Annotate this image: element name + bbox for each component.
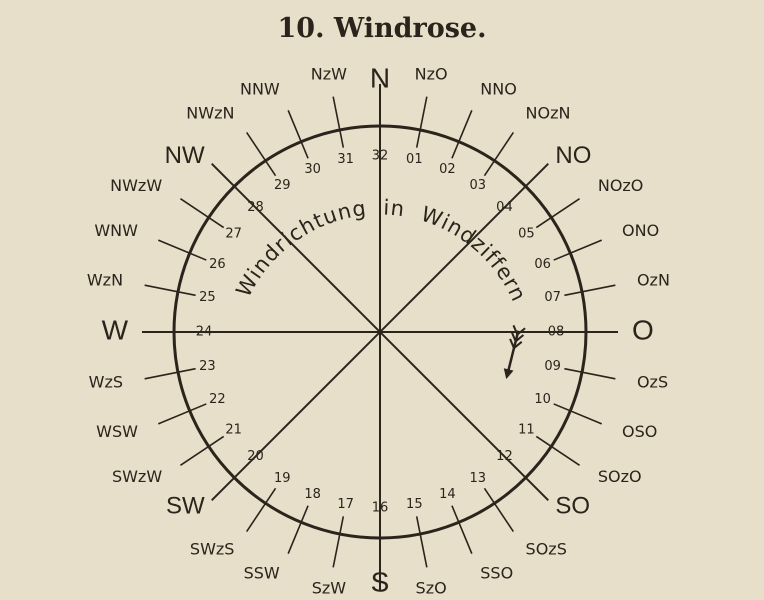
- direction-label-ssw: SSW: [243, 563, 280, 583]
- wind-number-31: 31: [337, 151, 354, 167]
- direction-label-sw: SW: [165, 492, 205, 520]
- wind-number-05: 05: [518, 226, 535, 242]
- leader-line-ono: [554, 240, 602, 260]
- wind-number-15: 15: [406, 497, 423, 513]
- direction-label-sozs: SOzS: [525, 539, 567, 559]
- direction-label-wsw: WSW: [96, 421, 138, 441]
- leader-line-wzs: [145, 369, 196, 379]
- direction-label-nzo: NzO: [414, 64, 448, 84]
- direction-label-swzw: SWzW: [111, 467, 163, 487]
- direction-label-oso: OSO: [622, 421, 658, 441]
- wind-number-30: 30: [304, 161, 321, 177]
- direction-label-sso: SSO: [480, 563, 514, 583]
- direction-label-wzs: WzS: [88, 372, 124, 392]
- wind-number-25: 25: [199, 290, 216, 306]
- leader-line-nwzw: [180, 199, 223, 228]
- direction-label-nno: NNO: [480, 79, 517, 99]
- leader-line-sozs: [484, 488, 513, 531]
- direction-label-n: N: [369, 62, 391, 94]
- wind-number-13: 13: [469, 470, 487, 486]
- wind-number-20: 20: [247, 448, 264, 464]
- arc-word-windziffern: Windziffern: [417, 201, 532, 306]
- leader-line-szw: [333, 516, 343, 567]
- wind-number-27: 27: [225, 226, 242, 242]
- direction-label-o: O: [632, 314, 654, 346]
- wind-number-04: 04: [496, 200, 513, 216]
- wind-number-22: 22: [209, 391, 226, 407]
- leader-line-sozo: [536, 436, 579, 465]
- wind-number-18: 18: [304, 487, 321, 503]
- wind-number-07: 07: [544, 290, 561, 306]
- leader-line-ssw: [288, 506, 308, 554]
- direction-label-ono: ONO: [622, 221, 660, 241]
- leader-line-swzs: [247, 488, 276, 531]
- leader-line-nzo: [417, 97, 427, 148]
- leader-line-nzw: [333, 97, 343, 148]
- wind-number-16: 16: [371, 500, 389, 516]
- direction-label-swzs: SWzS: [189, 539, 235, 559]
- direction-label-nwzw: NWzW: [110, 175, 163, 195]
- wind-number-28: 28: [247, 200, 264, 216]
- wind-number-01: 01: [406, 151, 423, 167]
- arc-word-in: in: [382, 195, 407, 222]
- direction-label-nwzn: NWzN: [186, 103, 235, 123]
- direction-label-sozo: SOzO: [597, 467, 642, 487]
- direction-label-ozs: OzS: [636, 372, 669, 392]
- wind-number-11: 11: [518, 422, 535, 438]
- leader-line-wzn: [145, 285, 196, 295]
- leader-line-nozo: [536, 199, 579, 228]
- direction-label-s: S: [370, 566, 390, 598]
- wind-number-21: 21: [225, 422, 242, 438]
- leader-line-nozn: [484, 132, 513, 175]
- leader-line-ozn: [564, 285, 615, 295]
- leader-line-wnw: [158, 240, 206, 260]
- direction-label-nzw: NzW: [310, 64, 347, 84]
- leader-line-wsw: [158, 404, 206, 424]
- leader-line-nwzn: [247, 132, 276, 175]
- wind-number-14: 14: [439, 487, 456, 503]
- figure-title: 10. Windrose.: [277, 13, 487, 44]
- direction-label-no: NO: [555, 141, 592, 169]
- direction-label-nnw: NNW: [239, 79, 280, 99]
- direction-label-so: SO: [555, 492, 591, 520]
- leader-line-oso: [554, 404, 602, 424]
- direction-label-szw: SzW: [311, 578, 347, 598]
- direction-label-w: W: [101, 314, 128, 346]
- leader-line-nno: [452, 110, 472, 158]
- direction-label-wzn: WzN: [86, 270, 124, 290]
- arc-word-windrichtung: Windrichtung: [231, 196, 369, 301]
- arc-caption: [231, 196, 531, 306]
- wind-number-12: 12: [496, 448, 513, 464]
- direction-label-nozn: NOzN: [525, 103, 571, 123]
- direction-label-wnw: WNW: [94, 221, 138, 241]
- wind-number-03: 03: [469, 178, 487, 194]
- arrow-icon: [500, 325, 525, 380]
- direction-label-nozo: NOzO: [597, 175, 644, 195]
- leader-line-swzw: [180, 436, 223, 465]
- leader-line-sso: [452, 506, 472, 554]
- wind-number-23: 23: [199, 358, 216, 374]
- wind-number-17: 17: [337, 497, 354, 513]
- leader-line-szo: [417, 516, 427, 567]
- direction-label-ozn: OzN: [636, 270, 670, 290]
- wind-number-09: 09: [544, 358, 561, 374]
- wind-number-19: 19: [273, 470, 291, 486]
- wind-number-32: 32: [371, 148, 389, 164]
- direction-label-szo: SzO: [415, 578, 447, 598]
- wind-number-02: 02: [439, 161, 456, 177]
- wind-number-29: 29: [273, 178, 291, 194]
- wind-number-10: 10: [534, 391, 551, 407]
- wind-number-26: 26: [209, 257, 226, 273]
- direction-label-nw: NW: [164, 141, 205, 169]
- wind-number-06: 06: [534, 257, 551, 273]
- leader-line-ozs: [564, 369, 615, 379]
- leader-line-nnw: [288, 110, 308, 158]
- wind-number-24: 24: [195, 324, 213, 340]
- wind-number-08: 08: [547, 324, 565, 340]
